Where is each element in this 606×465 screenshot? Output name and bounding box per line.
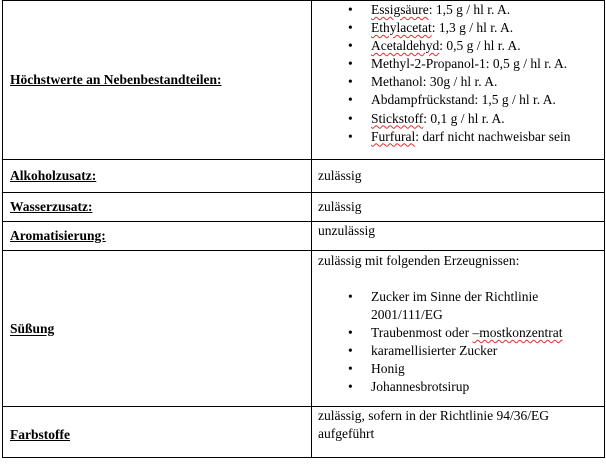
list-item: • Johannesbrotsirup [318, 378, 604, 396]
row-label: Alkoholzusatz: [10, 168, 97, 183]
row-value: unzulässig [318, 223, 375, 238]
list-item: • Furfural: darf nicht nachweisbar sein [318, 128, 604, 146]
list-item: • Acetaldehyd: 0,5 g / hl r. A. [318, 37, 604, 55]
list-item: • Essigsäure: 1,5 g / hl r. A. [318, 1, 604, 19]
list-item: • karamellisierter Zucker [318, 342, 604, 360]
list-item: • Ethylacetat: 1,3 g / hl r. A. [318, 19, 604, 37]
list-item: • Honig [318, 360, 604, 378]
spirits-spec-table [2, 0, 605, 458]
list-item: • Methyl-2-Propanol-1: 0,5 g / hl r. A. [318, 55, 604, 73]
row-label: Wasserzusatz: [10, 199, 93, 214]
farbstoffe-value-line: zulässig, sofern in der Richtlinie 94/36/EG [318, 408, 549, 423]
row-farbstoffe [3, 407, 605, 458]
row-value: zulässig [318, 168, 362, 183]
value-cell [312, 160, 605, 193]
label-cell [3, 251, 312, 407]
row-label: Höchstwerte an Nebenbestandteilen: [10, 72, 222, 87]
suessung-intro: zulässig mit folgenden Erzeugnissen: [318, 253, 520, 268]
row-value: zulässig [318, 199, 362, 214]
label-cell [3, 193, 312, 222]
row-nebenbestandteile [3, 1, 605, 160]
list-item: • Traubenmost oder –mostkonzentrat [318, 324, 604, 342]
row-aromatisierung [3, 222, 605, 251]
row-suessung [3, 251, 605, 407]
value-cell [312, 193, 605, 222]
list-item: • Abdampfrückstand: 1,5 g / hl r. A. [318, 91, 604, 109]
row-wasserzusatz [3, 193, 605, 222]
value-cell [312, 407, 605, 458]
row-label: Farbstoffe [10, 427, 70, 442]
label-cell [3, 1, 312, 160]
sweetener-list [318, 288, 604, 397]
value-cell [312, 251, 605, 407]
row-alkoholzusatz [3, 160, 605, 193]
row-label: Süßung [10, 320, 55, 336]
value-cell [312, 222, 605, 251]
row-label: Aromatisierung: [10, 228, 106, 243]
list-item: • Stickstoff: 0,1 g / hl r. A. [318, 110, 604, 128]
label-cell [3, 407, 312, 458]
farbstoffe-value-line: aufgeführt [318, 426, 375, 441]
list-item: • Methanol: 30g / hl r. A. [318, 73, 604, 91]
list-item: • Zucker im Sinne der Richtlinie 2001/111/EG [318, 288, 604, 324]
label-cell [3, 222, 312, 251]
value-cell [312, 1, 605, 160]
limits-list [318, 1, 604, 146]
label-cell [3, 160, 312, 193]
